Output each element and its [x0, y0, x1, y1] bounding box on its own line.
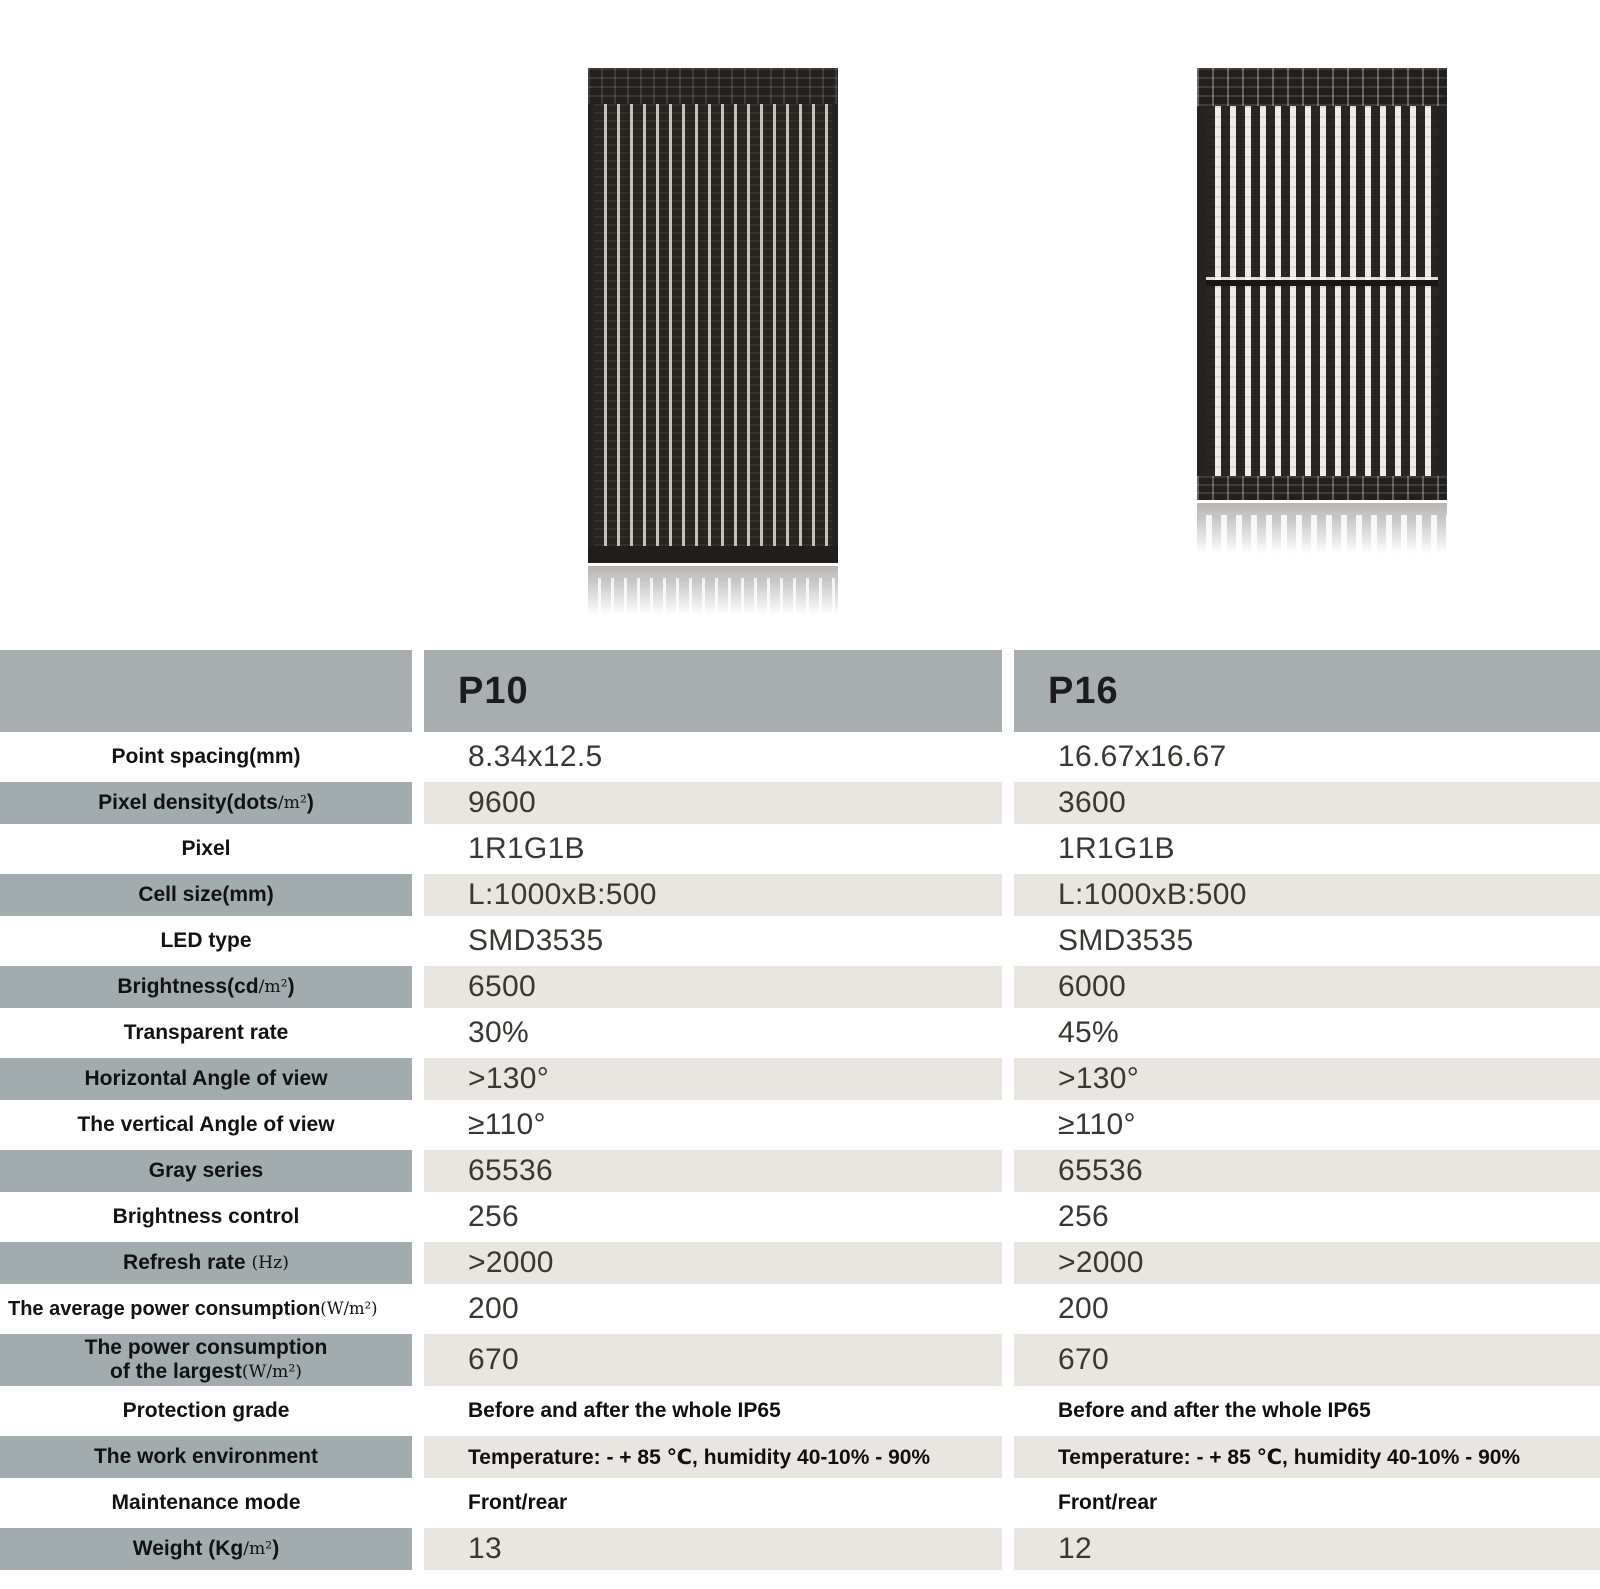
spec-value-cell-p10 — [424, 874, 1002, 916]
spec-value-text: Before and after the whole IP65 — [1058, 1399, 1371, 1422]
spec-value-cell-p10 — [424, 1390, 1002, 1432]
panel-led-strips — [1197, 106, 1447, 476]
spec-value-cell-p16 — [1014, 1104, 1600, 1146]
spec-label-cell — [0, 874, 412, 916]
spec-label-unit: /m² — [243, 1539, 273, 1560]
spec-value-text: L:1000xB:500 — [1058, 878, 1247, 911]
spec-label-text: ) — [287, 975, 295, 999]
spec-table-row — [0, 1288, 1600, 1330]
spec-table-row — [0, 736, 1600, 778]
spec-value-text: SMD3535 — [468, 924, 604, 957]
spec-table-row — [0, 920, 1600, 962]
spec-value-text: 200 — [468, 1292, 519, 1325]
spec-value-text: L:1000xB:500 — [468, 878, 657, 911]
spec-table-row — [0, 782, 1600, 824]
spec-label-text: The power consumption — [84, 1336, 328, 1360]
spec-label-text: Protection grade — [122, 1399, 290, 1423]
spec-value-cell-p16 — [1014, 966, 1600, 1008]
spec-value-cell-p10 — [424, 828, 1002, 870]
spec-value-text: SMD3535 — [1058, 924, 1194, 957]
spec-value-cell-p16 — [1014, 874, 1600, 916]
spec-label-cell — [0, 736, 412, 778]
spec-label-cell — [0, 1058, 412, 1100]
spec-label-unit: (W/m²) — [320, 1298, 378, 1318]
spec-label-text: The work environment — [93, 1445, 319, 1469]
spec-label-text: of the largest — [110, 1360, 242, 1383]
spec-value-text: 45% — [1058, 1016, 1119, 1049]
panel-bottom-frame — [588, 546, 838, 563]
spec-value-cell-p10 — [424, 1104, 1002, 1146]
spec-label-text: Pixel density(dots — [98, 791, 278, 815]
spec-label-unit: (W/m²) — [241, 1362, 302, 1382]
spec-value-cell-p16 — [1014, 782, 1600, 824]
spec-table-row — [0, 1058, 1600, 1100]
spec-value-text: 65536 — [468, 1154, 553, 1187]
header-cell-p16: P16 — [1014, 650, 1600, 732]
spec-value-text: 3600 — [1058, 786, 1126, 819]
spec-value-cell-p10 — [424, 920, 1002, 962]
spec-value-cell-p10 — [424, 1436, 1002, 1478]
product-image-p10-reflection — [588, 566, 838, 622]
header-cell-p10: P10 — [424, 650, 1002, 732]
spec-value-cell-p16 — [1014, 1482, 1600, 1524]
header-cell-empty — [0, 650, 412, 732]
spec-value-cell-p10 — [424, 1288, 1002, 1330]
spec-label-cell — [0, 1196, 412, 1238]
spec-table-row — [0, 1390, 1600, 1432]
spec-label-text: Brightness control — [112, 1205, 300, 1229]
spec-label-text: Cell size(mm) — [138, 883, 274, 907]
spec-value-text: 6000 — [1058, 970, 1126, 1003]
spec-label-cell — [0, 1528, 412, 1570]
spec-label-cell — [0, 920, 412, 962]
spec-value-text: 8.34x12.5 — [468, 740, 603, 773]
spec-value-text: 1R1G1B — [1058, 832, 1175, 865]
product-image-p16 — [1197, 68, 1447, 500]
spec-label-text: Point spacing(mm) — [111, 745, 301, 769]
spec-label-unit: /m² — [258, 977, 288, 998]
spec-value-cell-p16 — [1014, 1390, 1600, 1432]
spec-value-text: Temperature: - + 85 ℃, humidity 40-10% - 90% — [1058, 1445, 1521, 1469]
spec-label-text: Pixel — [181, 837, 231, 861]
spec-value-text: Front/rear — [468, 1491, 568, 1514]
spec-table-row — [0, 966, 1600, 1008]
spec-value-cell-p16 — [1014, 1012, 1600, 1054]
spec-label-cell — [0, 1150, 412, 1192]
spec-value-text: >130° — [1058, 1062, 1140, 1095]
spec-table-row — [0, 1012, 1600, 1054]
spec-label-cell — [0, 1482, 412, 1524]
spec-label-text: LED type — [160, 929, 252, 953]
spec-table-row — [0, 1104, 1600, 1146]
spec-value-cell-p10 — [424, 1012, 1002, 1054]
spec-value-text: >2000 — [468, 1246, 554, 1279]
spec-table-row — [0, 1334, 1600, 1386]
spec-label-unit: (Hz) — [251, 1253, 289, 1274]
spec-label-cell — [0, 828, 412, 870]
spec-value-text: 6500 — [468, 970, 536, 1003]
spec-value-cell-p10 — [424, 1528, 1002, 1570]
spec-value-text: 12 — [1058, 1532, 1092, 1565]
spec-value-cell-p10 — [424, 1196, 1002, 1238]
spec-label-text: The vertical Angle of view — [77, 1113, 335, 1137]
spec-value-cell-p10 — [424, 1482, 1002, 1524]
spec-value-cell-p16 — [1014, 1196, 1600, 1238]
spec-value-text: 13 — [468, 1532, 502, 1565]
spec-label-text: ) — [306, 791, 314, 815]
spec-table-row — [0, 1482, 1600, 1524]
spec-value-cell-p10 — [424, 736, 1002, 778]
spec-value-cell-p16 — [1014, 1058, 1600, 1100]
spec-label-text: ) — [272, 1537, 280, 1561]
spec-value-text: ≥110° — [1058, 1108, 1136, 1141]
spec-label-text: Horizontal Angle of view — [84, 1067, 328, 1091]
spec-label-cell — [0, 1288, 412, 1330]
spec-table-body — [0, 736, 1600, 1570]
spec-value-cell-p16 — [1014, 736, 1600, 778]
spec-value-cell-p16 — [1014, 1436, 1600, 1478]
spec-value-cell-p16 — [1014, 1288, 1600, 1330]
spec-value-cell-p16 — [1014, 1242, 1600, 1284]
spec-label-text: Maintenance mode — [111, 1491, 301, 1515]
spec-value-cell-p16 — [1014, 1528, 1600, 1570]
spec-table-row — [0, 1242, 1600, 1284]
spec-value-cell-p16 — [1014, 920, 1600, 962]
product-image-p16-reflection — [1197, 503, 1447, 561]
spec-value-text: 16.67x16.67 — [1058, 740, 1227, 773]
spec-label-text: The average power consumption — [8, 1297, 321, 1320]
spec-label-text: Brightness(cd — [117, 975, 259, 999]
spec-label-cell — [0, 782, 412, 824]
spec-value-text: 670 — [1058, 1343, 1109, 1376]
spec-value-text: 65536 — [1058, 1154, 1143, 1187]
spec-label-cell — [0, 1390, 412, 1432]
spec-value-text: 256 — [1058, 1200, 1109, 1233]
spec-table-row — [0, 874, 1600, 916]
spec-value-text: >2000 — [1058, 1246, 1144, 1279]
spec-value-text: Front/rear — [1058, 1491, 1158, 1514]
spec-label-text: Transparent rate — [123, 1021, 289, 1045]
spec-label-cell — [0, 1334, 412, 1386]
spec-value-cell-p16 — [1014, 1150, 1600, 1192]
spec-label-cell — [0, 1104, 412, 1146]
panel-middle-seam — [1206, 280, 1438, 286]
spec-label-cell — [0, 966, 412, 1008]
spec-label-text: Refresh rate — [123, 1251, 252, 1275]
panel-top-frame — [1197, 68, 1447, 106]
spec-value-cell-p10 — [424, 966, 1002, 1008]
spec-value-cell-p10 — [424, 1334, 1002, 1386]
spec-value-cell-p16 — [1014, 828, 1600, 870]
spec-value-text: 1R1G1B — [468, 832, 585, 865]
spec-table-row — [0, 1196, 1600, 1238]
spec-value-text: 9600 — [468, 786, 536, 819]
product-image-p10 — [588, 68, 838, 563]
spec-label-cell — [0, 1436, 412, 1478]
spec-label-text: Weight (Kg — [132, 1537, 244, 1561]
panel-bottom-frame — [1197, 476, 1447, 500]
spec-value-text: >130° — [468, 1062, 550, 1095]
spec-label-cell — [0, 1242, 412, 1284]
spec-value-text: 256 — [468, 1200, 519, 1233]
panel-top-frame — [588, 68, 838, 104]
spec-table-header-row — [0, 650, 1600, 732]
spec-value-cell-p10 — [424, 1150, 1002, 1192]
spec-value-cell-p10 — [424, 782, 1002, 824]
spec-value-text: 670 — [468, 1343, 519, 1376]
spec-table-row — [0, 1528, 1600, 1570]
spec-label-text: Gray series — [148, 1159, 264, 1183]
spec-value-text: 30% — [468, 1016, 529, 1049]
spec-value-text: Temperature: - + 85 ℃, humidity 40-10% - 90% — [468, 1445, 931, 1469]
spec-label-unit: /m² — [277, 793, 307, 814]
spec-table-row — [0, 828, 1600, 870]
spec-table-row — [0, 1436, 1600, 1478]
spec-value-cell-p10 — [424, 1058, 1002, 1100]
spec-value-text: 200 — [1058, 1292, 1109, 1325]
spec-label-cell — [0, 1012, 412, 1054]
spec-table-row — [0, 1150, 1600, 1192]
spec-table — [0, 650, 1600, 1574]
spec-value-text: Before and after the whole IP65 — [468, 1399, 781, 1422]
spec-value-text: ≥110° — [468, 1108, 546, 1141]
spec-value-cell-p16 — [1014, 1334, 1600, 1386]
spec-value-cell-p10 — [424, 1242, 1002, 1284]
panel-led-strips — [588, 104, 838, 546]
